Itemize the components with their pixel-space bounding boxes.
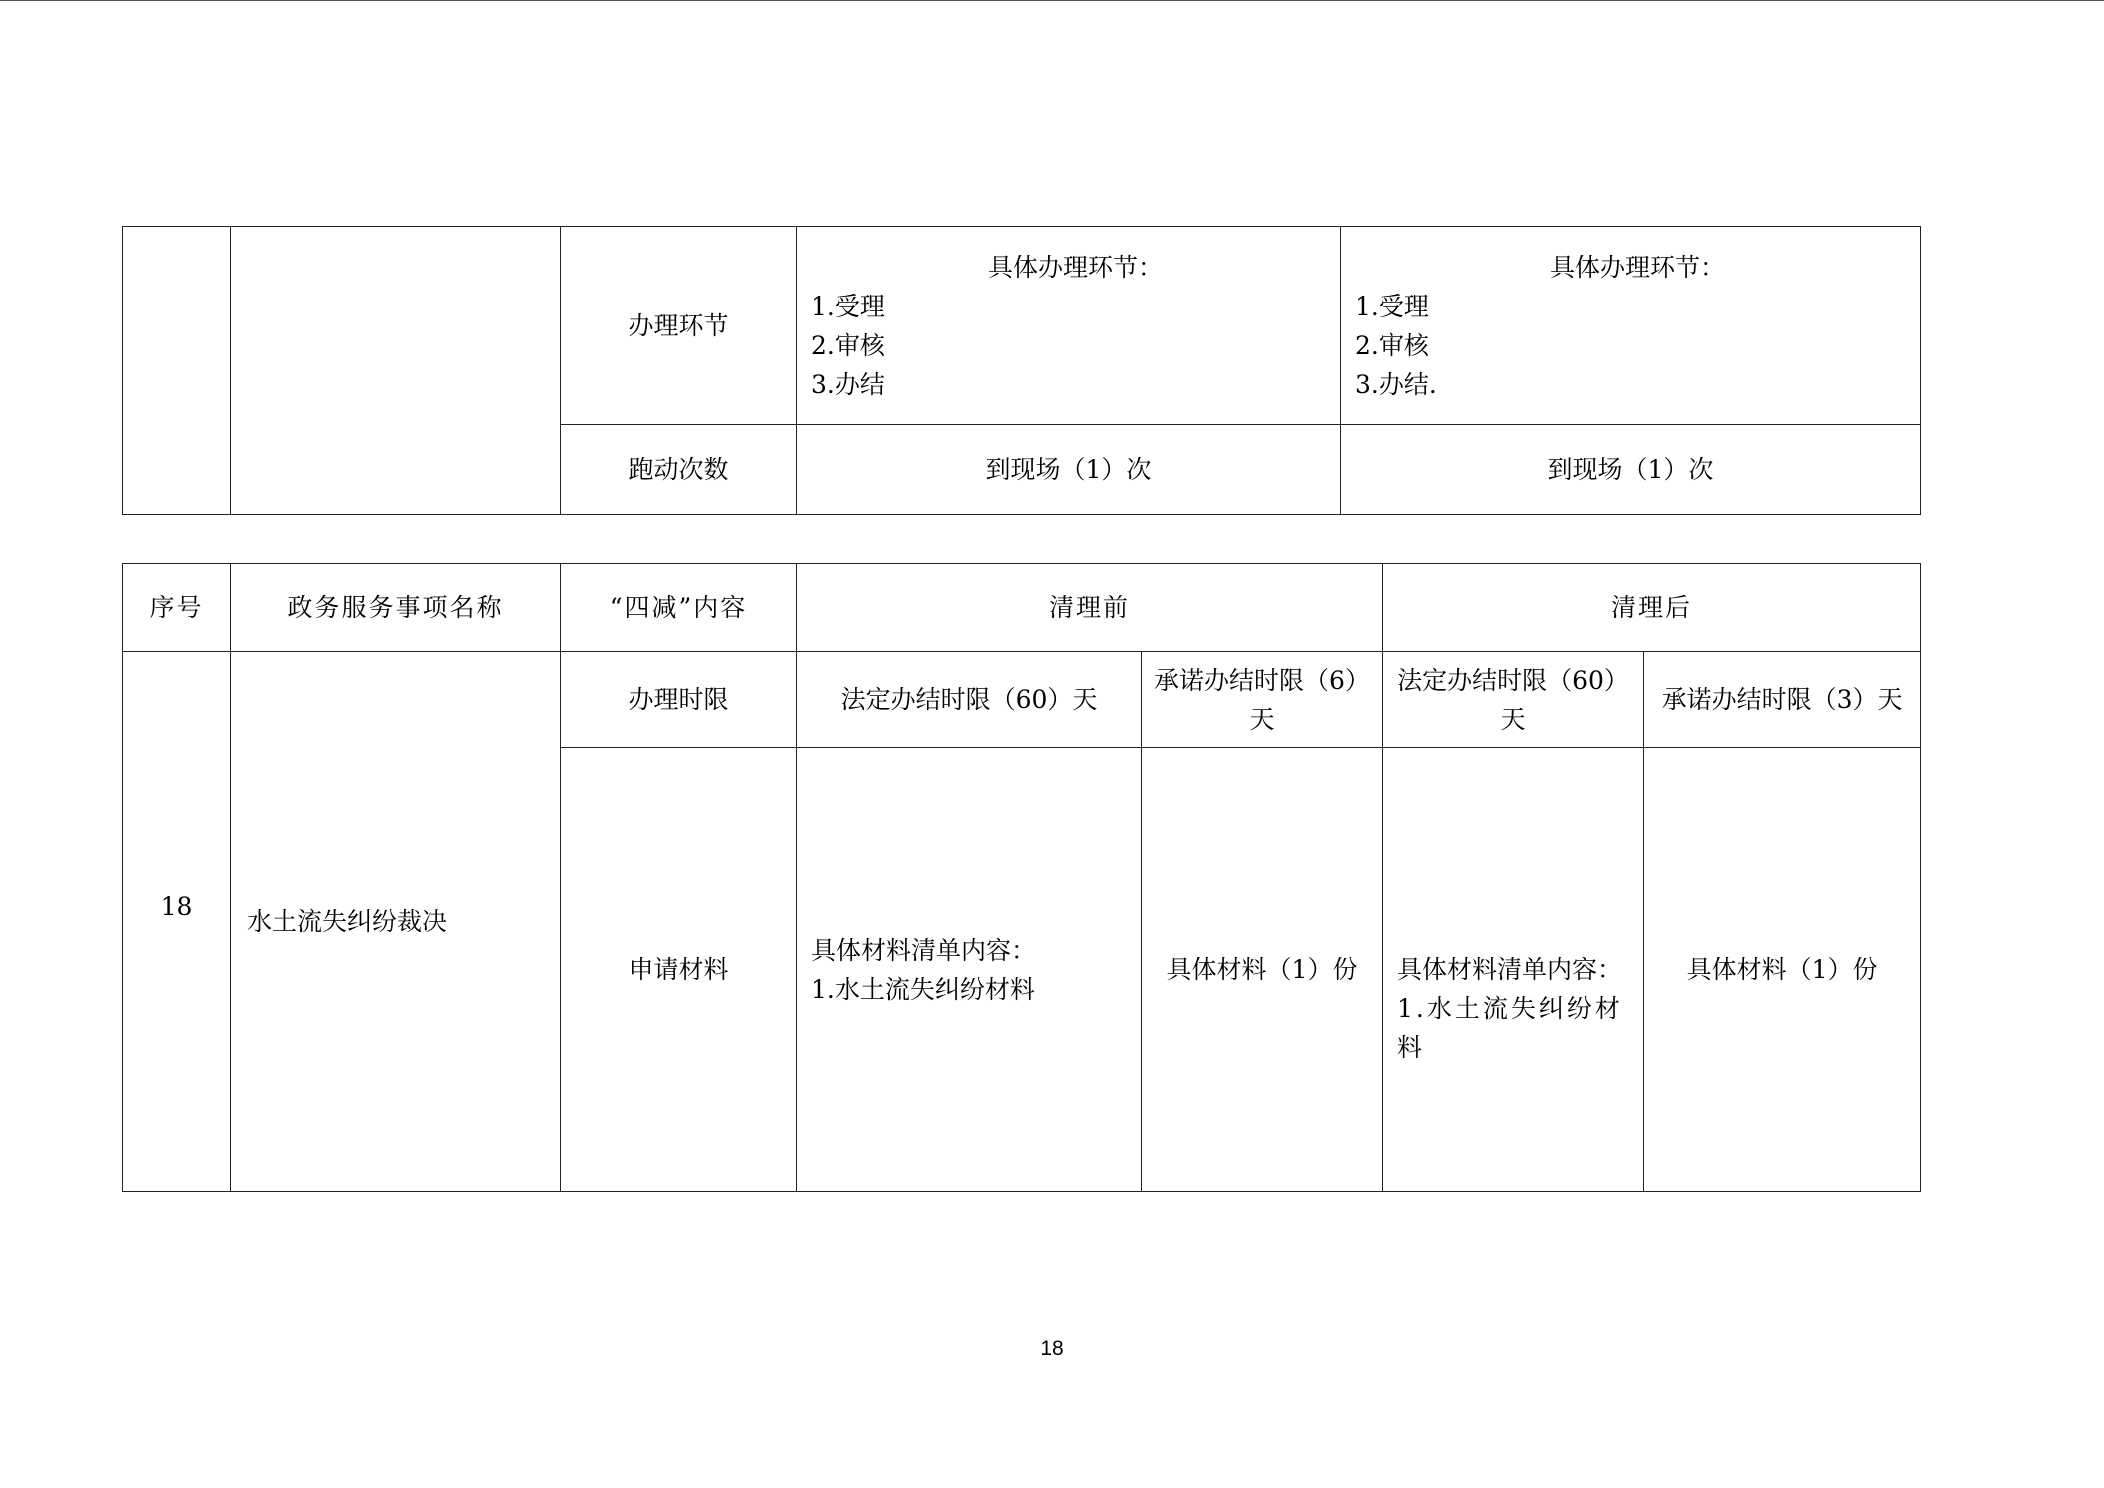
after-materials-list	[1383, 748, 1644, 1192]
list-item: 1.水土流失纠纷材料	[1397, 994, 1623, 1062]
header-seq: 序号	[123, 564, 231, 652]
before-promise-limit: 承诺办结时限（6）天	[1142, 652, 1383, 748]
list-heading: 具体材料清单内容：	[1397, 955, 1623, 984]
continuation-table	[122, 226, 1921, 515]
row-label: 办理时限	[561, 652, 797, 748]
list-item: 1.水土流失纠纷材料	[811, 974, 1035, 1004]
header-name: 政务服务事项名称	[231, 564, 561, 652]
before-legal-limit: 法定办结时限（60）天	[797, 652, 1142, 748]
before-visits-cell: 到现场（1）次	[797, 425, 1341, 515]
table-row	[123, 227, 1921, 425]
steps-heading: 具体办理环节：	[987, 252, 1163, 282]
header-before: 清理前	[797, 564, 1383, 652]
after-steps-cell	[1341, 227, 1921, 425]
row-label: 申请材料	[561, 748, 797, 1192]
after-legal-limit: 法定办结时限（60）天	[1383, 652, 1644, 748]
row-label: 办理环节	[561, 227, 797, 425]
table-row	[123, 652, 1921, 748]
main-table	[122, 563, 1921, 1192]
after-promise-limit: 承诺办结时限（3）天	[1644, 652, 1921, 748]
list-item: 3.办结	[811, 369, 885, 399]
list-item: 1.受理	[811, 291, 885, 321]
after-materials-count: 具体材料（1）份	[1644, 748, 1921, 1192]
row-label: 跑动次数	[561, 425, 797, 515]
after-visits-cell: 到现场（1）次	[1341, 425, 1921, 515]
steps-heading: 具体办理环节：	[1549, 252, 1725, 282]
before-steps-cell	[797, 227, 1341, 425]
list-item: 3.办结.	[1355, 369, 1437, 399]
header-row	[123, 564, 1921, 652]
before-materials-count: 具体材料（1）份	[1142, 748, 1383, 1192]
page-number: 18	[1040, 1337, 1064, 1360]
seq-cell: 18	[123, 652, 231, 1192]
header-content: “四减”内容	[561, 564, 797, 652]
seq-cell-empty	[123, 227, 231, 515]
header-after: 清理后	[1383, 564, 1921, 652]
list-item: 2.审核	[1355, 330, 1429, 360]
list-item: 2.审核	[811, 330, 885, 360]
list-item: 1.受理	[1355, 291, 1429, 321]
list-heading: 具体材料清单内容：	[811, 935, 1037, 965]
item-name-cell: 水土流失纠纷裁决	[231, 652, 561, 1192]
name-cell-empty	[231, 227, 561, 515]
before-materials-list	[797, 748, 1142, 1192]
